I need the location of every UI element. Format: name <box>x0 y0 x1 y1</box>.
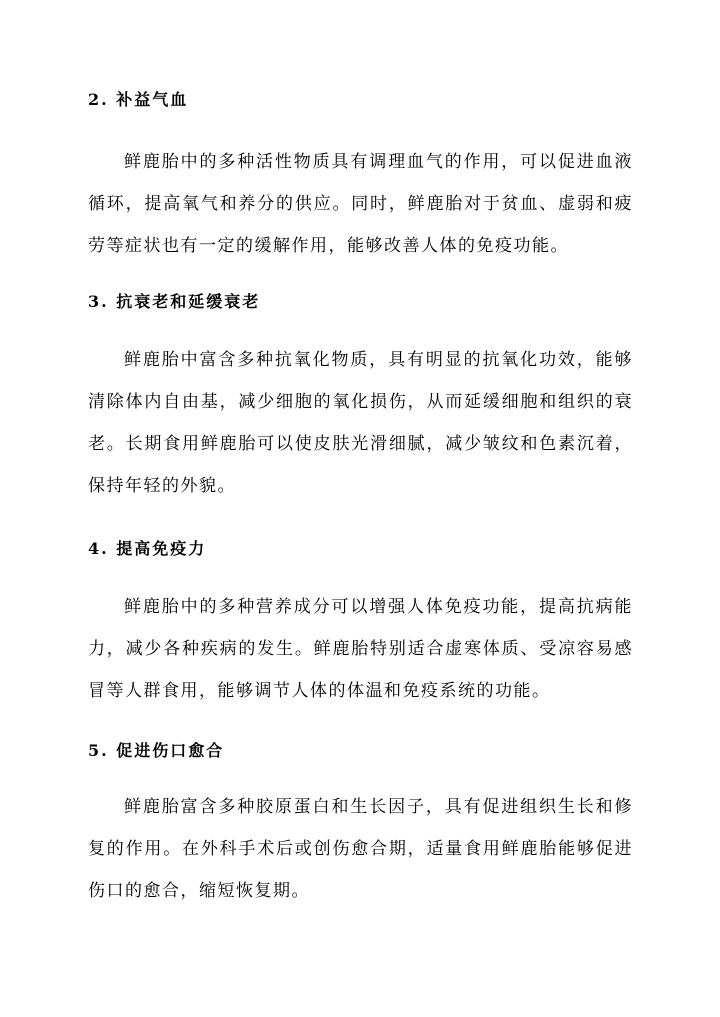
section-heading-anti-aging: 3. 抗衰老和延缓衰老 <box>88 292 261 311</box>
section-heading-wound-healing: 5. 促进伤口愈合 <box>88 741 225 760</box>
section-paragraph-wound-healing: 鲜鹿胎富含多种胶原蛋白和生长因子，具有促进组织生长和修复的作用。在外科手术后或创伤愈合期，适量食用鲜鹿胎能够促进伤口的愈合，缩短恢复期。 <box>88 797 633 901</box>
section-paragraph-blood: 鲜鹿胎中的多种活性物质具有调理血气的作用，可以促进血液循环，提高氧气和养分的供应。同时，鲜鹿胎对于贫血、虚弱和疲劳等症状也有一定的缓解作用，能够改善人体的免疫功能。 <box>88 152 633 256</box>
section-heading-immunity: 4. 提高免疫力 <box>88 539 207 558</box>
section-paragraph-anti-aging: 鲜鹿胎中富含多种抗氧化物质，具有明显的抗氧化功效，能够清除体内自由基，减少细胞的氧化损伤，从而延缓细胞和组织的衰老。长期食用鲜鹿胎可以使皮肤光滑细腻，减少皱纹和色素沉着，保持年轻的外貌。 <box>88 350 633 496</box>
section-paragraph-immunity: 鲜鹿胎中的多种营养成分可以增强人体免疫功能，提高抗病能力，减少各种疾病的发生。鲜鹿胎特别适合虚寒体质、受凉容易感冒等人群食用，能够调节人体的体温和免疫系统的功能。 <box>88 597 633 701</box>
section-heading-blood: 2. 补益气血 <box>88 90 189 109</box>
